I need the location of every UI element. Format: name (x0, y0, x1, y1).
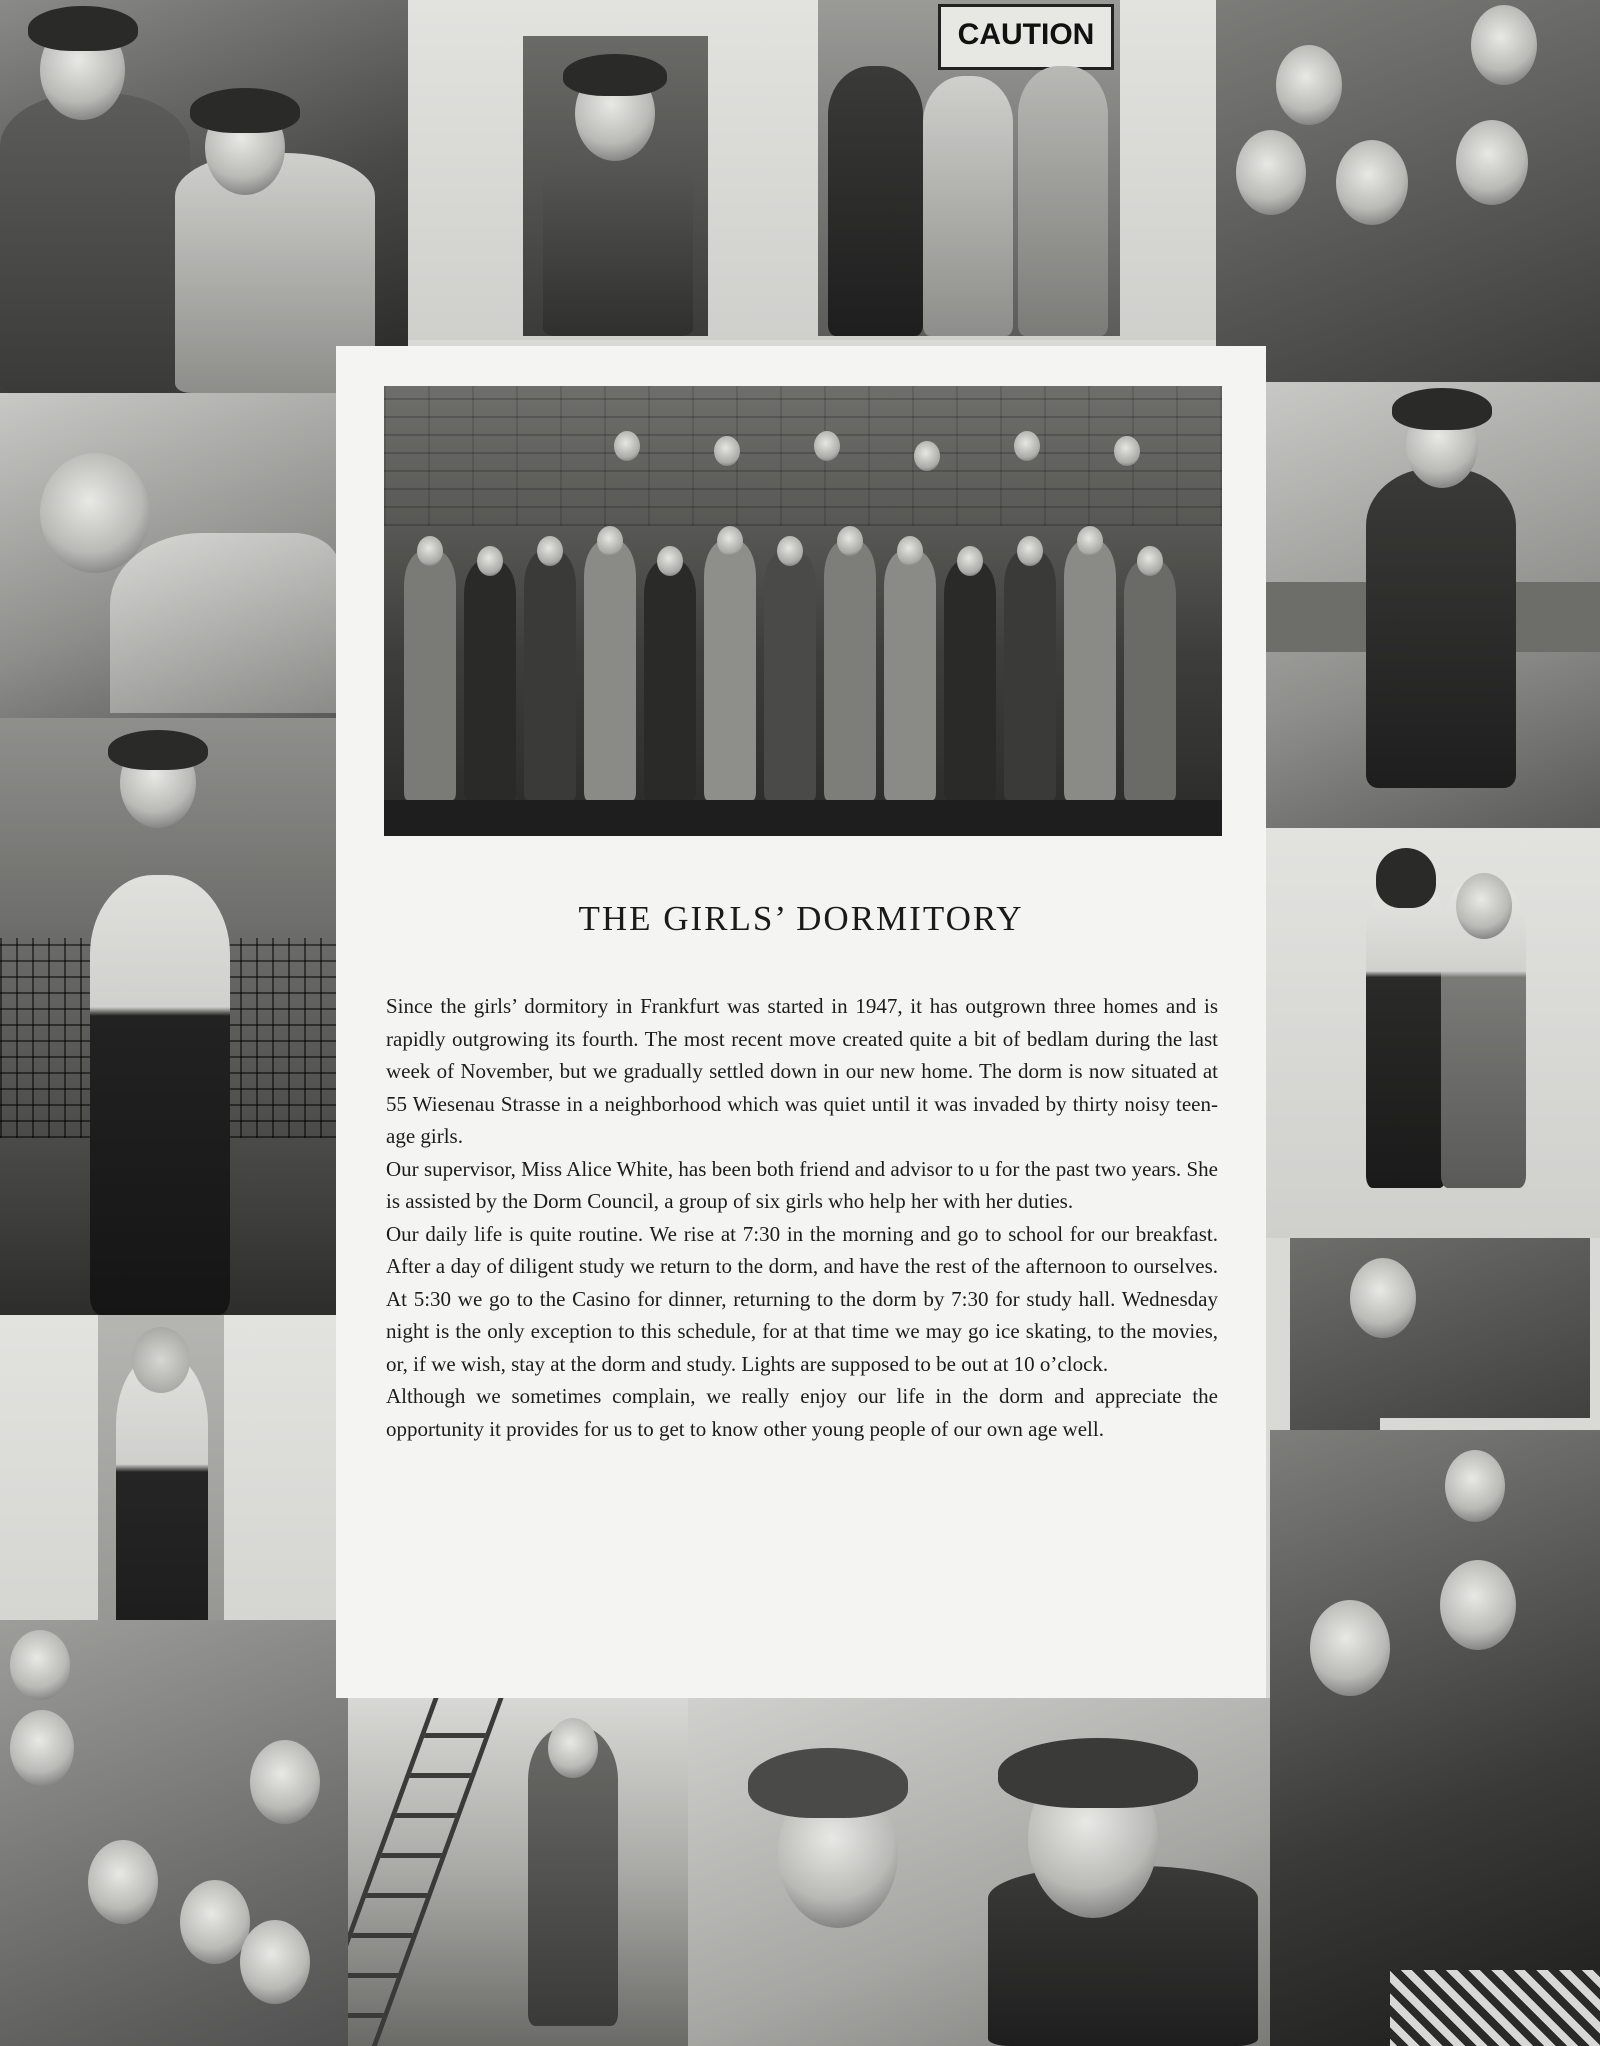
brick-wall (384, 386, 1222, 526)
article-paragraph: Our supervisor, Miss Alice White, has been both friend and advisor to u for the past two years. She is assisted by the Dorm Council, a group of six girls who help her with her duties. (386, 1156, 1218, 1213)
face (714, 436, 740, 466)
figure (828, 66, 923, 336)
face (837, 526, 863, 556)
caution-sign: CAUTION (938, 4, 1114, 70)
blanket (110, 533, 336, 713)
figure (464, 560, 516, 800)
photo-girl-on-ladder (348, 1698, 688, 2046)
figure (1064, 540, 1116, 800)
photo-girl-by-railing (0, 718, 343, 1315)
photo-girls-group-portrait (0, 1620, 348, 2046)
figure (584, 540, 636, 800)
figure (1004, 550, 1056, 800)
photo-three-girls-frame (818, 0, 1216, 340)
figure (884, 550, 936, 800)
face (957, 546, 983, 576)
figure (824, 540, 876, 800)
photo-group-of-girls-sitting (1216, 0, 1600, 382)
face (1114, 436, 1140, 466)
face (250, 1740, 320, 1824)
face (814, 431, 840, 461)
article-body (386, 990, 1218, 1445)
figure (923, 76, 1013, 336)
face (1440, 1560, 1516, 1650)
photo-dormitory-group (384, 386, 1222, 836)
face (1276, 45, 1342, 125)
face (597, 526, 623, 556)
photo-girl-collar-frame (408, 0, 818, 340)
photo-girls-cooking (1270, 1430, 1600, 2046)
figure (90, 875, 230, 1315)
hair (1376, 848, 1436, 908)
article-paragraph: Although we sometimes complain, we really enjoy our life in the dorm and appreciate the opportunity it provides for us to get to know other young people of our own age well. (386, 1384, 1218, 1441)
photo-two-girls-laughing (688, 1698, 1270, 2046)
hair (28, 6, 138, 51)
hair (108, 730, 208, 770)
figure (1124, 560, 1176, 800)
face (657, 546, 683, 576)
hair (998, 1738, 1198, 1808)
figure (764, 550, 816, 800)
face (10, 1630, 70, 1700)
article-title: THE GIRLS’ DORMITORY (578, 899, 1024, 938)
face (614, 431, 640, 461)
head (132, 1327, 190, 1393)
face (240, 1920, 310, 2004)
face (1137, 546, 1163, 576)
face (1336, 140, 1408, 225)
face (1350, 1258, 1416, 1338)
face (897, 536, 923, 566)
figure (0, 93, 190, 393)
hair (563, 54, 667, 96)
face (1456, 120, 1528, 205)
figure (1018, 66, 1108, 336)
figure (704, 540, 756, 800)
face (537, 536, 563, 566)
photo-girl-sitting-on-ledge (1266, 382, 1600, 828)
face (777, 536, 803, 566)
photo-three-girls-caution-sign (818, 0, 1120, 336)
face (10, 1710, 74, 1786)
ladder (348, 1698, 504, 2046)
ground (384, 800, 1222, 836)
figure (404, 550, 456, 800)
face (914, 441, 940, 471)
face (1017, 536, 1043, 566)
face (717, 526, 743, 556)
face (417, 536, 443, 566)
figure (543, 146, 693, 336)
figure (1366, 878, 1446, 1188)
hair (190, 88, 300, 133)
figure (524, 550, 576, 800)
face (88, 1840, 158, 1924)
photo-girl-sweater (523, 36, 708, 336)
article-panel (336, 346, 1266, 1698)
article-paragraph: Since the girls’ dormitory in Frankfurt was started in 1947, it has outgrown three homes and is rapidly outgrowing its fourth. The most recent move created quite a bit of bedlam during the last week of November, but we gradually settled down in our new home. The dorm is now situated at 55 Wiesenau Strasse in a neighborhood which was quiet until it was invaded by thirty noisy teen-age girls. (386, 994, 1218, 1148)
rug (1390, 1970, 1600, 2046)
face (548, 1718, 598, 1778)
hair (1392, 388, 1492, 430)
photo-two-girls-smiling (0, 0, 408, 393)
hair (748, 1748, 908, 1818)
photo-two-girls-standing-frame (1266, 828, 1600, 1238)
face (1236, 130, 1306, 215)
figure (644, 560, 696, 800)
article-paragraph: Our daily life is quite routine. We rise at 7:30 in the morning and go to school for our breakfast. After a day of diligent study we return to the dorm, and have the rest of the afternoon to ourselves. At 5:30 we go to the Casino for dinner, returning to the dorm by 7:30 for study hall. Wednesday night is the only exception to this schedule, for at that time we may go ice skating, to the movies, or, if we wish, stay at the dorm and study. Lights are supposed to be out at 10 o’clock. (386, 1221, 1218, 1376)
face (1310, 1600, 1390, 1696)
face (1471, 5, 1537, 85)
face (1445, 1450, 1505, 1522)
face (180, 1880, 250, 1964)
face (477, 546, 503, 576)
face (1077, 526, 1103, 556)
figure (1366, 468, 1516, 788)
photo-girl-lying-down (0, 393, 336, 718)
figure (944, 560, 996, 800)
face (1014, 431, 1040, 461)
face (40, 453, 150, 573)
face (1456, 873, 1512, 939)
